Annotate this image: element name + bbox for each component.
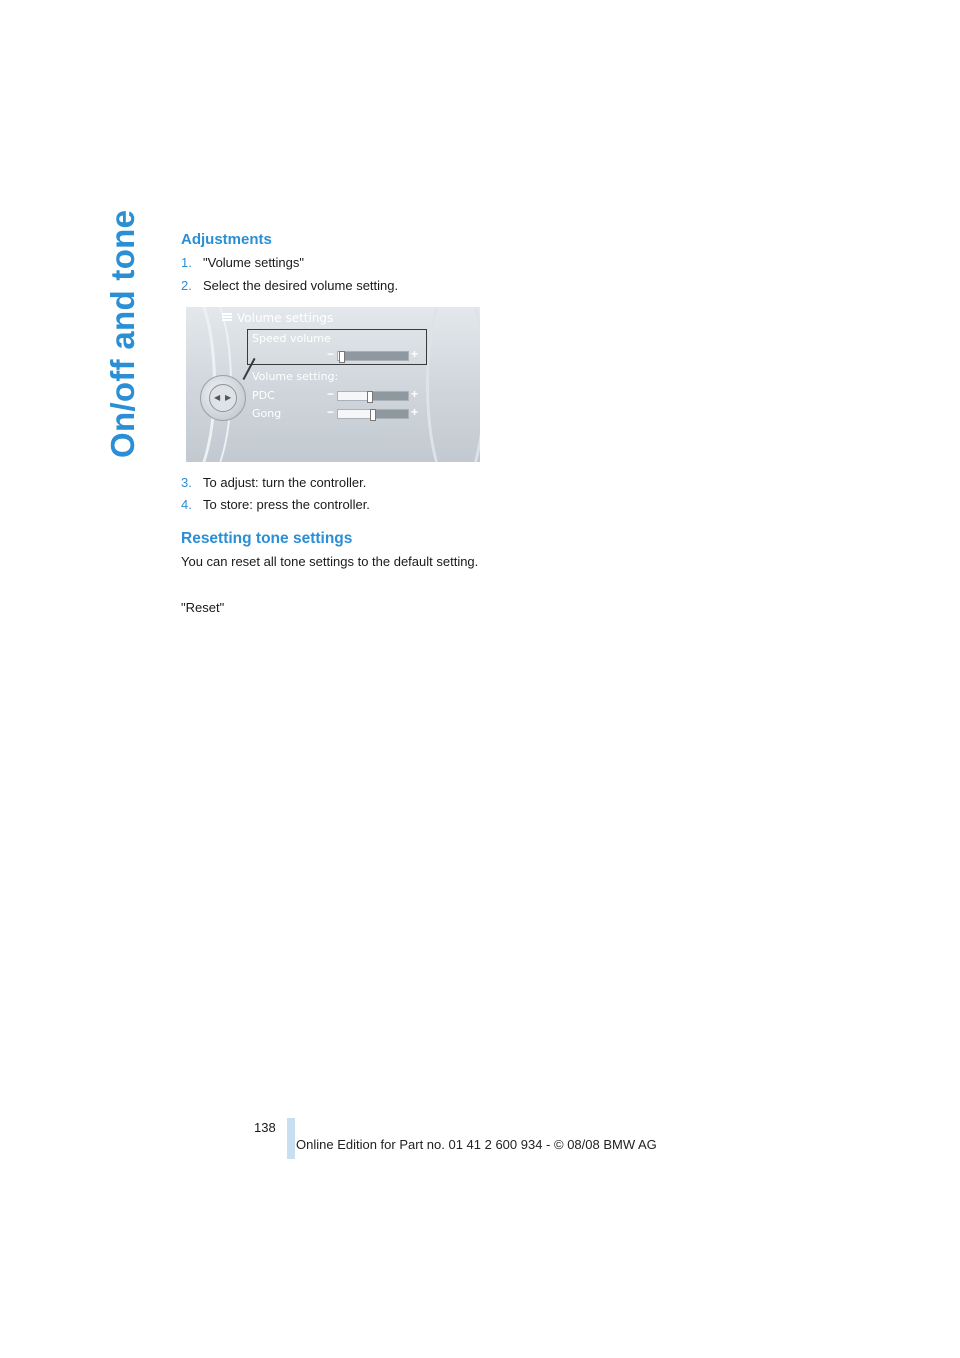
step-4 [181,496,370,513]
plus-icon: + [411,347,419,361]
plus-icon: + [411,405,419,419]
pdc-slider[interactable] [337,391,409,401]
menu-icon [222,313,232,321]
arrow-right-icon: ▶ [225,393,232,402]
step-number: 2. [181,278,192,293]
side-tab [96,209,156,470]
step-2 [181,277,398,294]
controller-icon [200,375,246,421]
minus-icon: − [327,347,335,361]
footer-text: Online Edition for Part no. 01 41 2 600 934 - © 08/08 BMW AG [296,1137,657,1152]
step-text: To store: press the controller. [203,497,370,512]
page-number: 138 [254,1120,276,1135]
gong-slider[interactable] [337,409,409,419]
plus-icon: + [411,387,419,401]
side-tab-label: On/off and tone [104,209,141,458]
speed-volume-label: Speed volume [252,332,331,345]
pdc-label: PDC [252,389,275,402]
step-text: To adjust: turn the controller. [203,475,367,490]
slider-knob[interactable] [370,409,376,421]
volume-setting-label: Volume setting: [252,370,339,383]
display-frame-arc [426,307,480,462]
step-3 [181,474,366,491]
step-number: 4. [181,497,192,512]
screen-title-bar [186,307,480,329]
volume-settings-screenshot [186,307,480,462]
arrow-left-icon: ◀ [214,393,221,402]
footer-accent-bar [287,1118,295,1159]
step-text: Select the desired volume setting. [203,278,399,293]
controller-knob-icon [209,384,237,412]
reset-menu-item: "Reset" [181,600,225,615]
gong-label: Gong [252,407,282,420]
step-number: 1. [181,255,192,270]
reset-description: You can reset all tone settings to the default setting. [181,554,479,569]
speed-volume-slider[interactable] [337,351,409,361]
minus-icon: − [327,405,335,419]
section-heading-reset: Resetting tone settings [181,530,353,547]
slider-fill [338,410,373,418]
step-text: "Volume settings" [203,255,305,270]
section-heading-adjustments: Adjustments [181,231,272,248]
slider-knob[interactable] [367,391,373,403]
step-1 [181,254,304,271]
step-number: 3. [181,475,192,490]
slider-fill [338,392,370,400]
screen-title: Volume settings [237,311,334,325]
slider-knob[interactable] [339,351,345,363]
minus-icon: − [327,387,335,401]
